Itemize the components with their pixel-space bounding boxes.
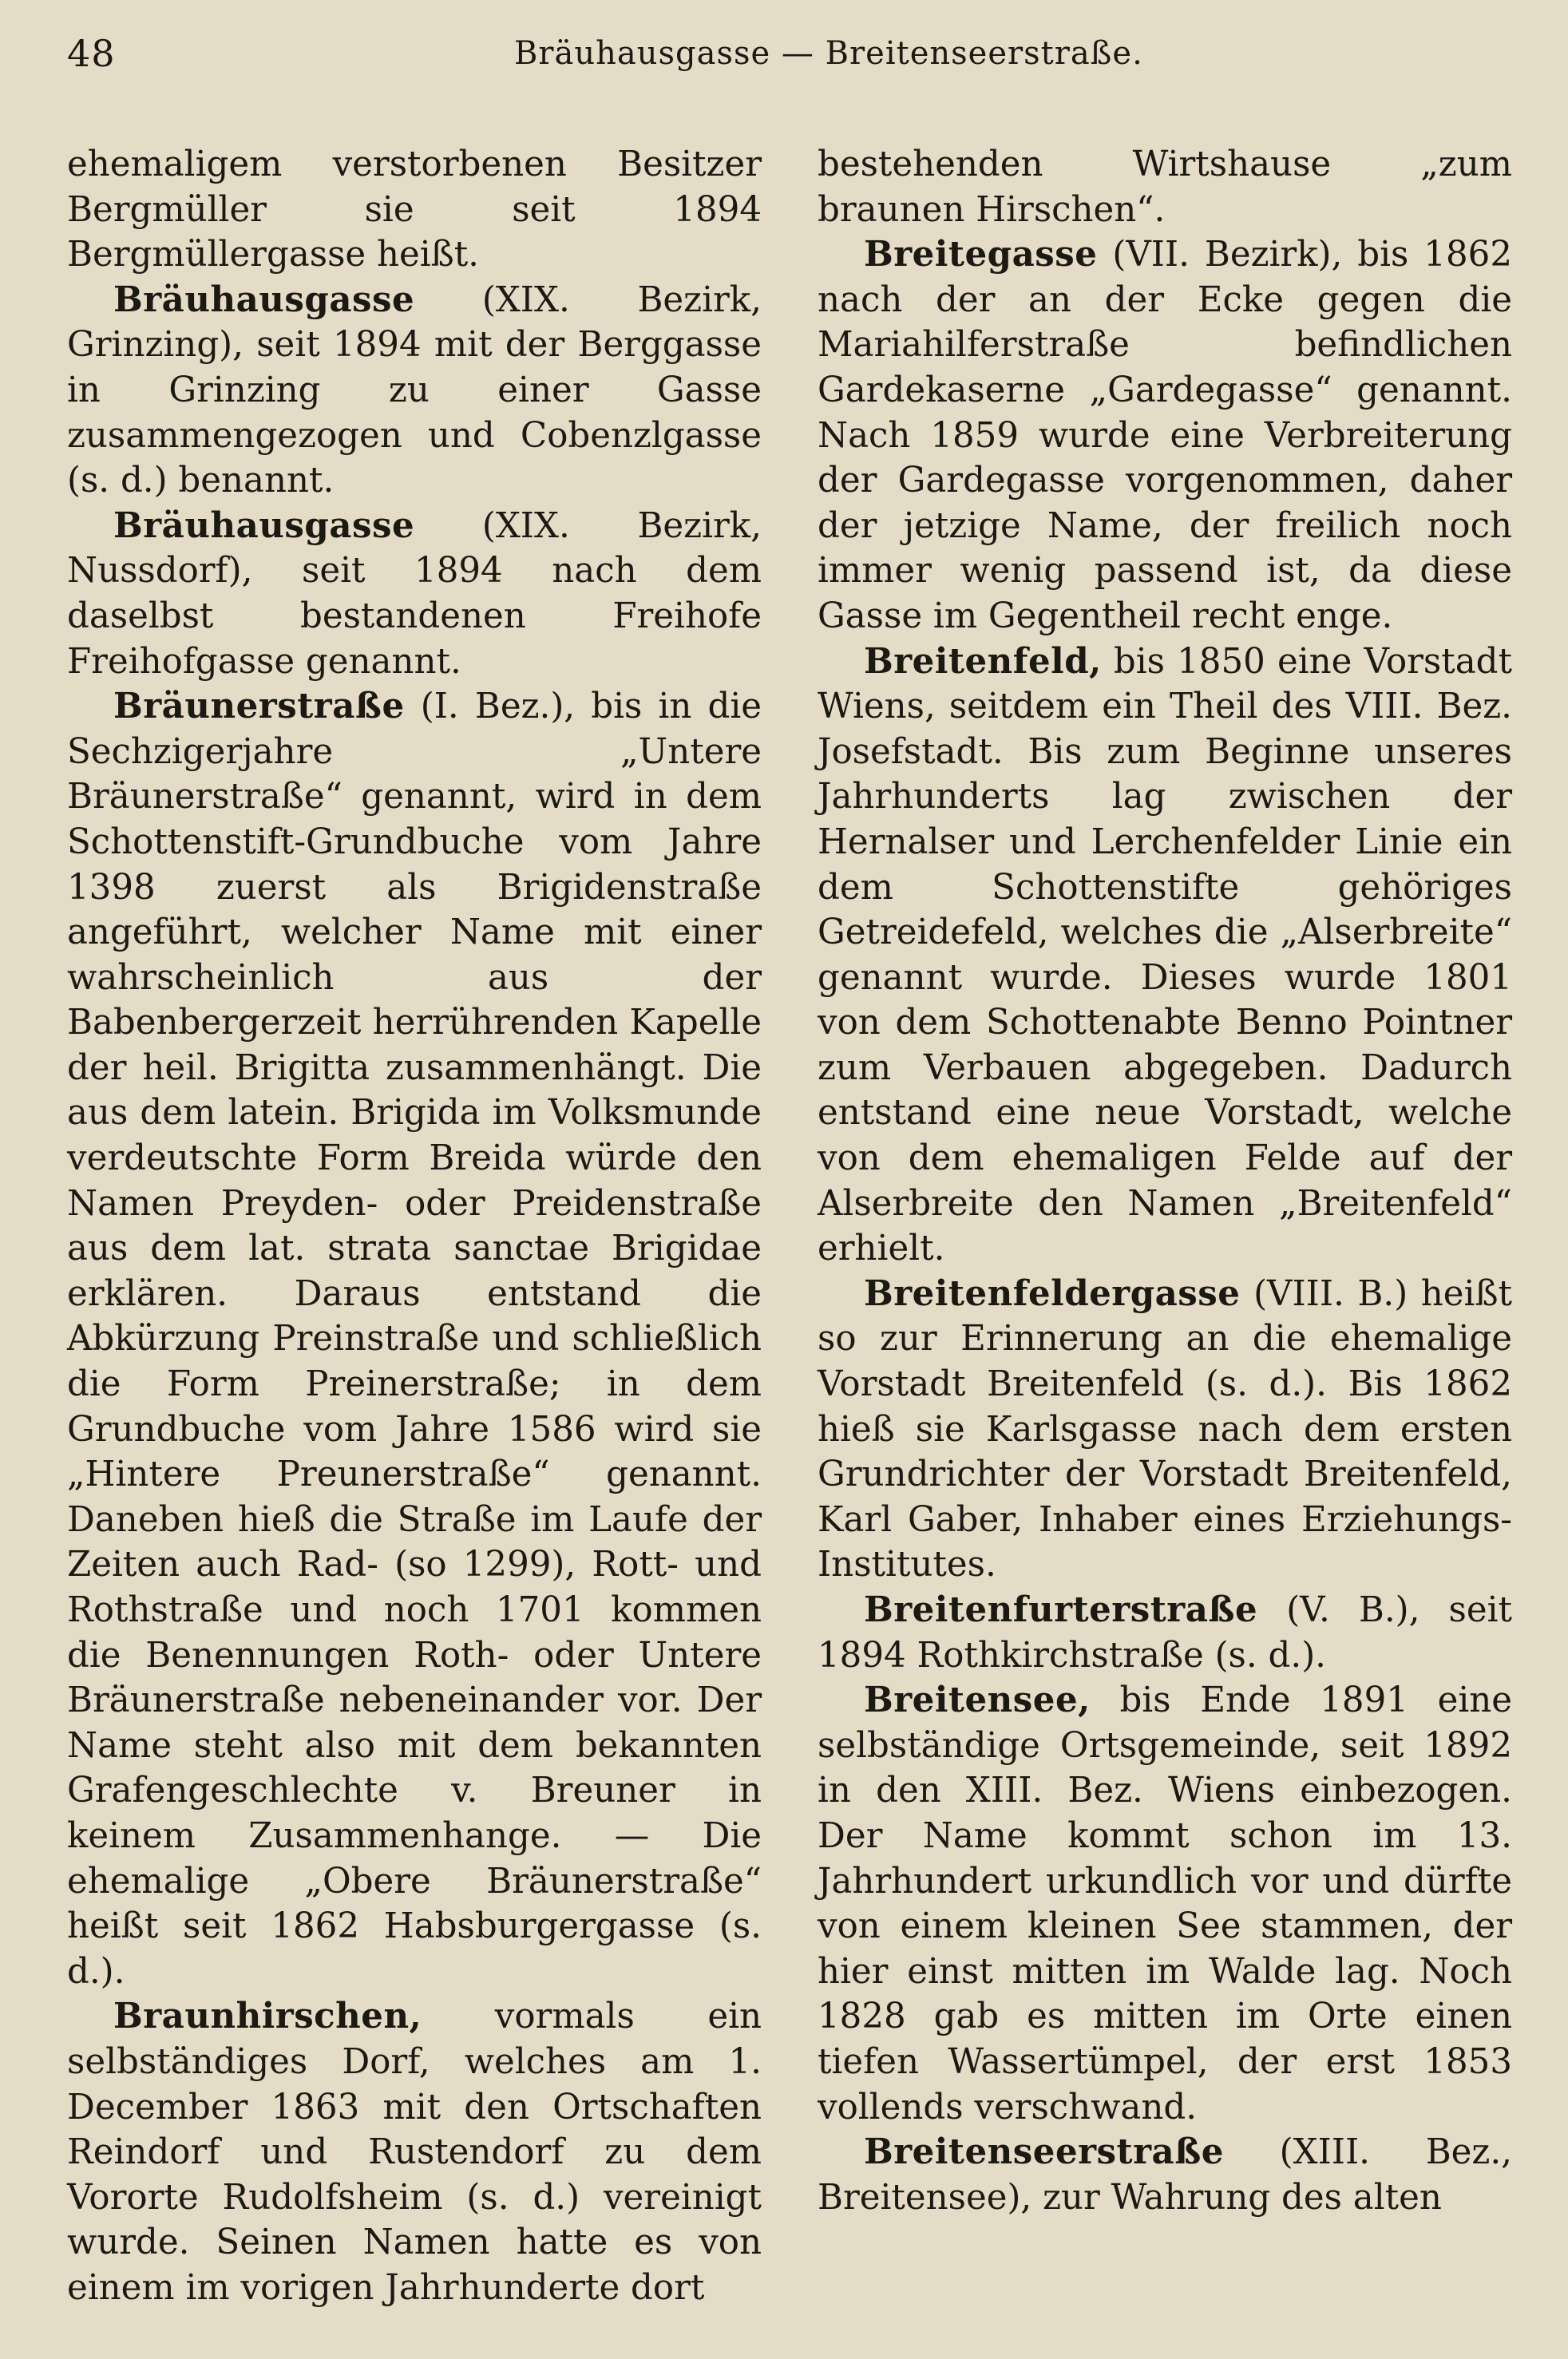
- entry-text: (V. B.), seit 1894 Rothkirchstraße (s. d.).: [818, 1590, 1512, 1676]
- entry-paragraph: [818, 232, 1512, 639]
- entry-text: (XIII. Bez., Breitensee), zur Wahrung des alten: [818, 2132, 1512, 2218]
- entry-text: vormals ein selbständiges Dorf, welches am 1. December 1863 mit den Ortschaften Reindorf und Rustendorf zu dem Vororte Rudolfsheim (s. d.) vereinigt wurde. Seinen Namen hatte es von einem im vorigen Jahrhunderte dort: [67, 1997, 762, 2308]
- running-head: Bräuhausgasse — Breitenseerstraße.: [514, 35, 1143, 72]
- page-number: 48: [67, 32, 116, 75]
- entry-paragraph: [67, 142, 762, 278]
- entry-text: (VIII. B.) heißt so zur Erinnerung an die ehemalige Vorstadt Breitenfeld (s. d.). Bis 1862 hieß sie Karlsgasse nach dem ersten Grundrichter der Vorstadt Breitenfeld, Karl Gaber, Inhaber eines Erziehungs-Institutes.: [818, 1273, 1512, 1585]
- entry-headword: Breitensee,: [864, 1680, 1091, 1721]
- entry-headword: Breitegasse: [864, 234, 1098, 275]
- entry-headword: Bräuhausgasse: [113, 279, 415, 320]
- entry-paragraph: [67, 278, 762, 504]
- entry-headword: Breitenseerstraße: [864, 2131, 1224, 2173]
- entry-paragraph: [67, 684, 762, 1994]
- entry-text: (I. Bez.), bis in die Sechzigerjahre „Untere Bräunerstraße“ genannt, wird in dem Schottenstift-Grundbuche vom Jahre 1398 zuerst als Brigidenstraße angeführt, welcher Name mit einer wahrscheinlich aus der Babenbergerzeit herrührenden Kapelle der heil. Brigitta zusammenhängt. Die aus dem latein. Brigida im Volksmunde verdeutschte Form Breida würde den Namen Preyden- oder Preidenstraße aus dem lat. strata sanctae Brigidae erklären. Daraus entstand die Abkürzung Preinstraße und schließlich die Form Preinerstraße; in dem Grundbuche vom Jahre 1586 wird sie „Hintere Preunerstraße“ genannt. Daneben hieß die Straße im Laufe der Zeiten auch Rad- (so 1299), Rott- und Rothstraße und noch 1701 kommen die Benennungen Roth- oder Untere Bräunerstraße nebeneinander vor. Der Name steht also mit dem bekannten Grafengeschlechte v. Breuner in keinem Zusammenhange. — Die ehemalige „Obere Bräunerstraße“ heißt seit 1862 Habsburgergasse (s. d.).: [67, 687, 762, 1992]
- entry-paragraph: [67, 1994, 762, 2310]
- entry-text: bis 1850 eine Vorstadt Wiens, seitdem ein Theil des VIII. Bez. Josefstadt. Bis zum Beginne unseres Jahrhunderts lag zwischen der Hernalser und Lerchenfelder Linie ein dem Schottenstifte gehöriges Getreidefeld, welches die „Alserbreite“ genannt wurde. Dieses wurde 1801 von dem Schottenabte Benno Pointner zum Verbauen abgegeben. Dadurch entstand eine neue Vorstadt, welche von dem ehemaligen Felde auf der Alserbreite den Namen „Breitenfeld“ erhielt.: [818, 641, 1512, 1269]
- entry-paragraph: [818, 2130, 1512, 2220]
- entry-text: (XIX. Bezirk, Grinzing), seit 1894 mit der Berggasse in Grinzing zu einer Gasse zusammengezogen und Cobenzlgasse (s. d.) benannt.: [67, 279, 762, 501]
- entry-paragraph: [67, 504, 762, 684]
- entry-headword: Breitenfurterstraße: [864, 1589, 1258, 1630]
- entry-headword: Breitenfeldergasse: [864, 1273, 1241, 1314]
- entry-paragraph: [818, 1678, 1512, 2130]
- entry-headword: Bräunerstraße: [113, 686, 405, 727]
- entry-paragraph: [818, 142, 1512, 232]
- left-column: [67, 142, 762, 2311]
- entry-headword: Bräuhausgasse: [113, 505, 415, 546]
- entry-paragraph: [818, 639, 1512, 1272]
- entry-text: (XIX. Bezirk, Nussdorf), seit 1894 nach dem daselbst bestandenen Freihofe Freihofgasse genannt.: [67, 505, 762, 682]
- page-header: [67, 29, 1520, 85]
- right-column: [818, 142, 1512, 2220]
- entry-text: bestehenden Wirtshause „zum braunen Hirschen“.: [818, 144, 1512, 230]
- entry-text: bis Ende 1891 eine selbständige Ortsgemeinde, seit 1892 in den XIII. Bez. Wiens einbezogen. Der Name kommt schon im 13. Jahrhundert urkundlich vor und dürfte von einem kleinen See stammen, der hier einst mitten im Walde lag. Noch 1828 gab es mitten im Orte einen tiefen Wassertümpel, der erst 1853 vollends verschwand.: [818, 1680, 1512, 2127]
- entry-paragraph: [818, 1588, 1512, 1678]
- entry-paragraph: [818, 1272, 1512, 1588]
- entry-headword: Braunhirschen,: [113, 1996, 422, 2037]
- entry-headword: Breitenfeld,: [864, 640, 1102, 682]
- entry-text: ehemaligem verstorbenen Besitzer Bergmüller sie seit 1894 Bergmüllergasse heißt.: [67, 144, 762, 275]
- entry-text: (VII. Bezirk), bis 1862 nach der an der Ecke gegen die Mariahilferstraße befindlichen Gardekaserne „Gardegasse“ genannt. Nach 1859 wurde eine Verbreiterung der Gardegasse vorgenommen, daher der jetzige Name, der freilich noch immer wenig passend ist, da diese Gasse im Gegentheil recht enge.: [818, 235, 1512, 636]
